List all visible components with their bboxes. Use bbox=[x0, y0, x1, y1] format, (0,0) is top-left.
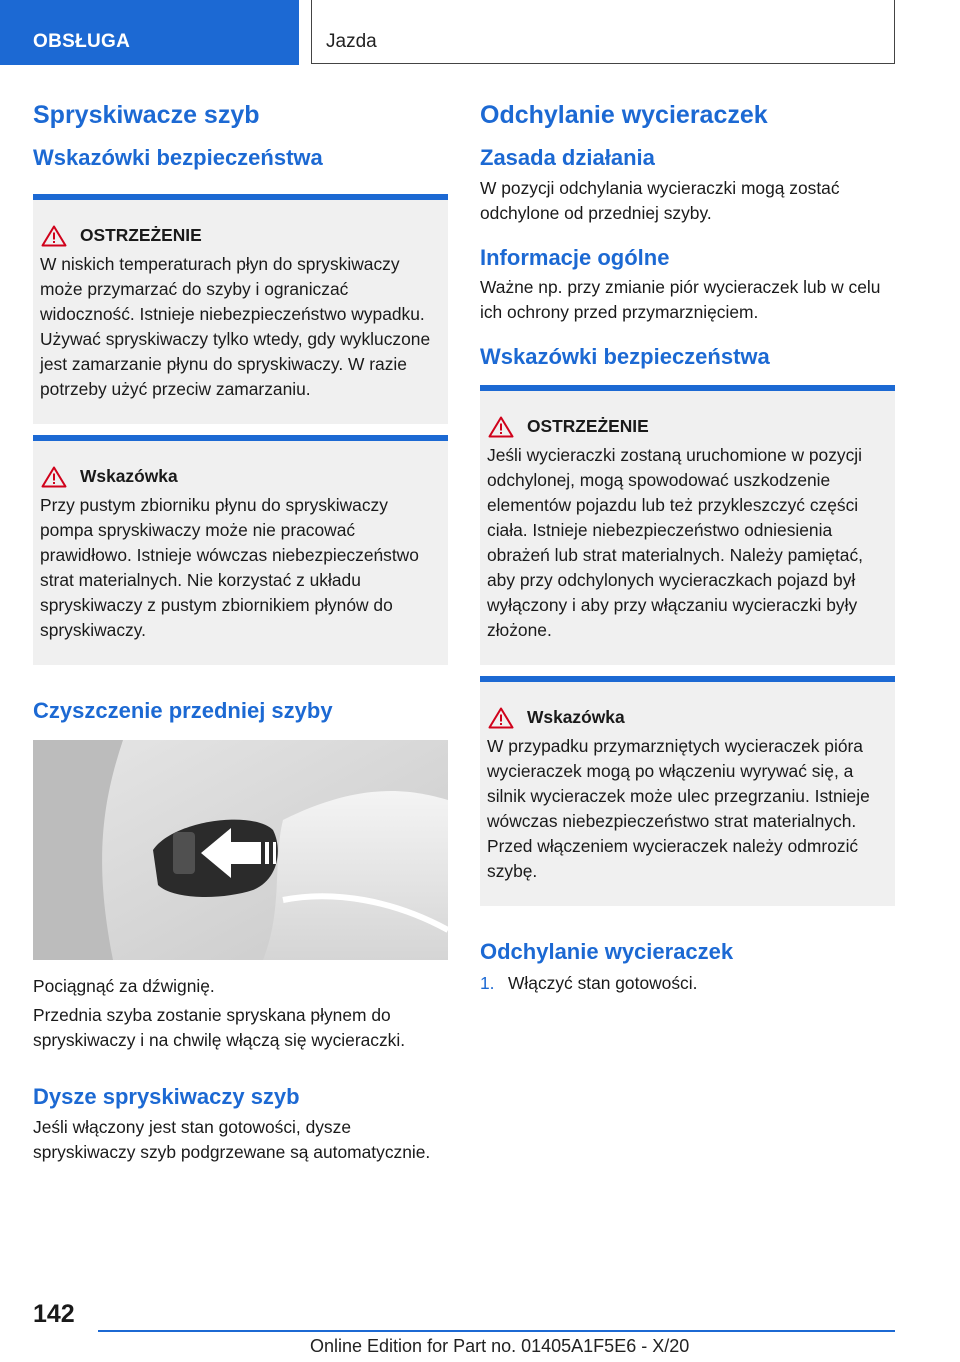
notice-triangle-icon bbox=[41, 466, 67, 488]
notice-box-right bbox=[480, 676, 895, 906]
warning-title-row bbox=[40, 225, 440, 247]
notice-box bbox=[33, 435, 448, 665]
warning-triangle-icon bbox=[41, 225, 67, 247]
right-column bbox=[480, 100, 895, 996]
warning-box-right bbox=[480, 385, 895, 665]
chapter-header: Jazda bbox=[311, 0, 895, 64]
list-item-number: 1. bbox=[480, 973, 495, 993]
section-title: Spryskiwacze szyb bbox=[33, 101, 260, 129]
footer-edition: Online Edition for Part no. 01405A1F5E6 - X/20 bbox=[310, 1336, 690, 1356]
subheading-safety: Wskazówki bezpieczeństwa bbox=[33, 145, 323, 170]
subheading-principle: Zasada działania bbox=[480, 145, 655, 170]
subheading-nozzles: Dysze spryskiwaczy szyb bbox=[33, 1084, 300, 1109]
warning-text-right: Jeśli wycieraczki zostaną uruchomione w pozycji odchylonej, mogą spowodować uszkodzenie elementów pojazdu lub też przykleszczyć części ciała. Istnieje niebezpieczeństwo odniesienia obrażeń lub strat materialnych. Należy pamiętać, aby przy odchylonych wycieraczkach pojazd był wyłączony i aby przy włączaniu wycieraczki były złożone. bbox=[487, 444, 864, 640]
page-number: 142 bbox=[33, 1300, 75, 1328]
warning-title-right: OSTRZEŻENIE bbox=[527, 416, 649, 436]
notice-title-row bbox=[40, 466, 440, 488]
section-tab: OBSŁUGA bbox=[0, 0, 299, 65]
notice-text-right: W przypadku przymarzniętych wycieraczek pióra wycieraczek mogą po włączeniu wyrywać się, a silnik wycieraczek może ulec przegrzaniu. Istnieje wówczas niebezpieczeństwo strat materialnych. Przed włączeniem wycieraczek należy odmrozić szybę. bbox=[487, 735, 870, 881]
warning-box bbox=[33, 194, 448, 424]
subheading-safety-right: Wskazówki bezpieczeństwa bbox=[480, 344, 770, 369]
left-column bbox=[33, 100, 448, 1175]
subheading-cleaning: Czyszczenie przedniej szyby bbox=[33, 697, 333, 723]
notice-title-right: Wskazówka bbox=[527, 707, 625, 727]
warning-title-row-right bbox=[487, 416, 887, 438]
notice-title-row-right bbox=[487, 707, 887, 729]
list-item bbox=[480, 971, 895, 996]
lever-photo-icon bbox=[33, 740, 448, 960]
step-pull-text: Pociągnąć za dźwignię. bbox=[33, 976, 215, 996]
warning-text: W niskich temperaturach płyn do spryskiwaczy może przymarzać do szyby i ograniczać widoczność. Istnieje niebezpieczeństwo wypadku. Używać spryskiwaczy tylko wtedy, gdy wykluczone jest zamarzanie płynu do spryskiwaczy. W razie potrzeby użyć przeciw zamarzaniu. bbox=[40, 253, 431, 399]
list-item-text: Włączyć stan gotowości. bbox=[508, 973, 698, 993]
principle-text: W pozycji odchylania wycieraczki mogą zostać odchylone od przedniej szyby. bbox=[480, 177, 840, 223]
subheading-fold: Odchylanie wycieraczek bbox=[480, 938, 734, 964]
warning-title: OSTRZEŻENIE bbox=[80, 225, 202, 245]
notice-title: Wskazówka bbox=[80, 466, 178, 486]
subheading-general: Informacje ogólne bbox=[480, 244, 670, 270]
notice-text: Przy pustym zbiorniku płynu do spryskiwaczy pompa spryskiwaczy może nie pracować prawidłowo. Istnieje wówczas niebezpieczeństwo strat materialnych. Nie korzystać z układu spryskiwaczy z pustym zbiornikiem płynów do spryskiwaczy. bbox=[40, 494, 419, 640]
section-title-right: Odchylanie wycieraczek bbox=[480, 101, 768, 129]
notice-triangle-icon bbox=[488, 707, 514, 729]
general-text: Ważne np. przy zmianie piór wycieraczek lub w celu ich ochrony przed przymarznięciem. bbox=[480, 277, 881, 322]
nozzles-text: Jeśli włączony jest stan gotowości, dysze spryskiwaczy szyb podgrzewane są automatycznie. bbox=[33, 1116, 431, 1162]
footer-divider bbox=[98, 1330, 895, 1332]
wiper-lever-illustration bbox=[33, 740, 448, 960]
warning-triangle-icon bbox=[488, 416, 514, 438]
step-result-text: Przednia szyba zostanie spryskana płynem do spryskiwaczy i na chwilę włączą się wycieraczki. bbox=[33, 1005, 406, 1050]
